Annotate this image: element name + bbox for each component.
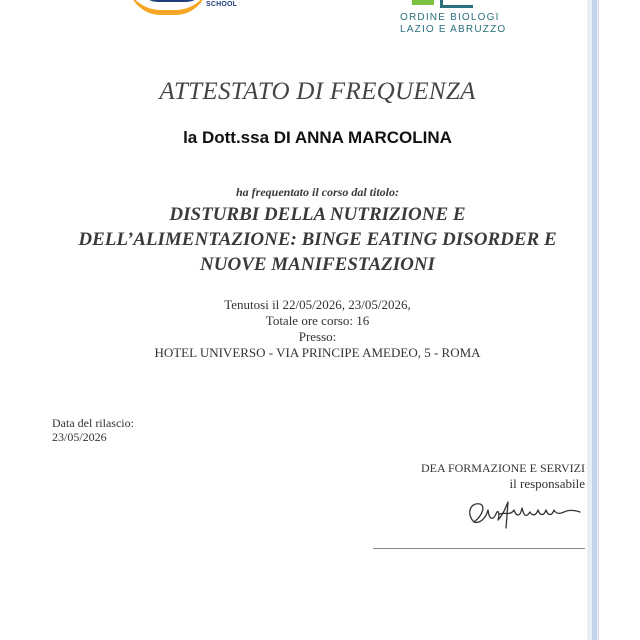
- handwritten-signature: [460, 492, 585, 532]
- release-label: Data del rilascio:: [52, 416, 134, 430]
- signature-block: [421, 460, 585, 492]
- course-title-line: NUOVE MANIFESTAZIONI: [200, 254, 435, 275]
- school-logo: [128, 0, 238, 12]
- logo-teal-mark: [440, 0, 473, 8]
- background-strip: [599, 0, 640, 640]
- signature-org: DEA FORMAZIONE E SERVIZI: [420, 461, 585, 475]
- course-dates: Tenutosi il 22/05/2026, 23/05/2026,: [224, 297, 411, 312]
- course-title: [40, 202, 595, 277]
- logo-swoosh: [128, 0, 208, 15]
- signature-role: il responsabile: [509, 476, 585, 491]
- logo-green-mark: [412, 0, 434, 5]
- course-intro: ha frequentato il corso dal titolo:: [235, 185, 399, 199]
- venue-label: Presso:: [298, 329, 337, 344]
- course-title-line: DELL’ALIMENTAZIONE: BINGE EATING DISORDER E: [78, 229, 557, 250]
- release-block: [52, 416, 134, 444]
- release-date: 23/05/2026: [52, 430, 107, 444]
- course-info: [30, 297, 605, 361]
- signature-line: [373, 548, 585, 549]
- logo-line-1: ORDINE BIOLOGI: [400, 12, 500, 23]
- logo-school-text: SCHOOL: [206, 1, 238, 8]
- ordine-biologi-logo: [400, 0, 510, 40]
- recipient-name: la Dott.ssa DI ANNA MARCOLINA: [183, 128, 452, 147]
- logo-line-2: LAZIO E ABRUZZO: [400, 24, 507, 35]
- certificate-title: ATTESTATO DI FREQUENZA: [159, 78, 476, 105]
- course-title-line: DISTURBI DELLA NUTRIZIONE E: [169, 204, 466, 225]
- venue-address: HOTEL UNIVERSO - VIA PRINCIPE AMEDEO, 5 - ROMA: [154, 345, 481, 360]
- course-hours: Totale ore corso: 16: [265, 313, 370, 328]
